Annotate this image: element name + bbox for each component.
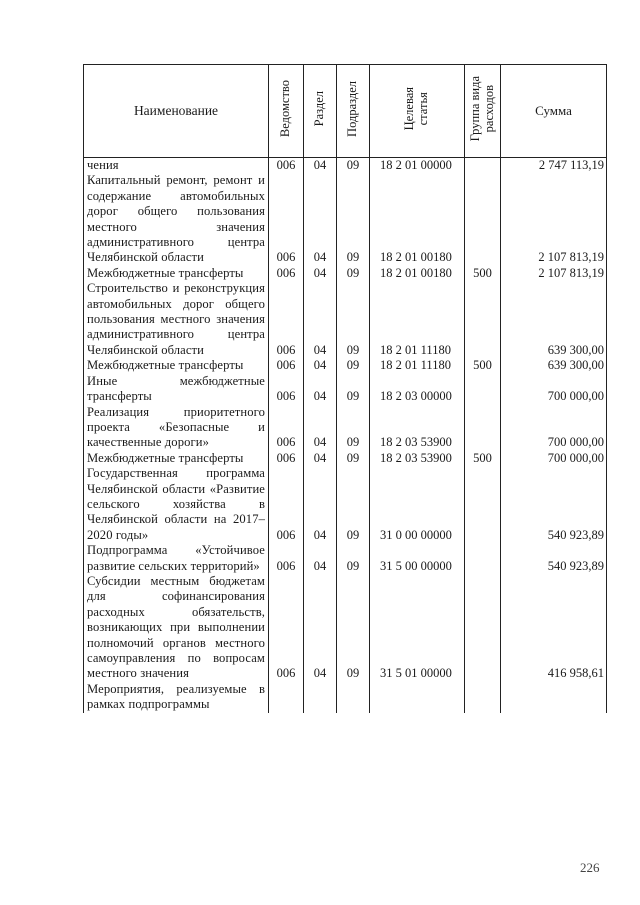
row-expense-group: 500 — [465, 358, 501, 373]
table-row — [84, 543, 607, 574]
row-name: Реализация приоритетного проекта «Безопасные и качественные дороги» — [84, 405, 269, 451]
row-amount: 2 747 113,19 — [501, 158, 607, 174]
row-amount: 700 000,00 — [501, 374, 607, 405]
table-header-row — [84, 65, 607, 158]
row-amount: 2 107 813,19 — [501, 173, 607, 265]
row-target-article: 18 2 03 53900 — [370, 451, 465, 466]
header-department-label: Ведомство — [278, 80, 293, 138]
row-amount — [501, 682, 607, 713]
header-subsection — [337, 65, 370, 158]
row-department: 006 — [269, 543, 304, 574]
row-department: 006 — [269, 451, 304, 466]
row-department: 006 — [269, 466, 304, 543]
row-target-article: 18 2 01 00180 — [370, 173, 465, 265]
row-amount: 639 300,00 — [501, 281, 607, 358]
row-amount: 2 107 813,19 — [501, 266, 607, 281]
row-target-article: 18 2 01 11180 — [370, 358, 465, 373]
row-expense-group — [465, 374, 501, 405]
header-subsection-label: Подраздел — [345, 81, 360, 137]
row-target-article — [370, 682, 465, 713]
row-target-article: 31 0 00 00000 — [370, 466, 465, 543]
row-expense-group: 500 — [465, 266, 501, 281]
row-section: 04 — [304, 173, 337, 265]
row-amount: 540 923,89 — [501, 466, 607, 543]
row-target-article: 18 2 01 00180 — [370, 266, 465, 281]
row-target-article: 18 2 03 53900 — [370, 405, 465, 451]
row-expense-group: 500 — [465, 451, 501, 466]
header-amount: Сумма — [501, 65, 607, 158]
header-expense-group — [465, 65, 501, 158]
table-row — [84, 405, 607, 451]
table-body — [84, 158, 607, 713]
row-section: 04 — [304, 543, 337, 574]
header-expense-group-label: Группа вида расходов — [467, 76, 496, 142]
row-department: 006 — [269, 358, 304, 373]
row-section: 04 — [304, 451, 337, 466]
row-subsection: 09 — [337, 158, 370, 174]
table-row — [84, 358, 607, 373]
header-section-label: Раздел — [312, 91, 327, 127]
table-row — [84, 451, 607, 466]
row-name: Государственная программа Челябинской области «Развитие сельского хозяйства в Челябинской области на 2017–2020 годы» — [84, 466, 269, 543]
row-expense-group — [465, 574, 501, 682]
row-expense-group — [465, 173, 501, 265]
row-name: Мероприятия, реализуемые в рамках подпрограммы — [84, 682, 269, 713]
row-subsection: 09 — [337, 173, 370, 265]
row-subsection: 09 — [337, 281, 370, 358]
row-name: Капитальный ремонт, ремонт и содержание автомобильных дорог общего пользования местного значения административного центра Челябинской области — [84, 173, 269, 265]
row-section: 04 — [304, 358, 337, 373]
row-expense-group — [465, 281, 501, 358]
row-section: 04 — [304, 266, 337, 281]
row-department: 006 — [269, 173, 304, 265]
table-row — [84, 266, 607, 281]
row-department — [269, 682, 304, 713]
header-department — [269, 65, 304, 158]
row-target-article: 31 5 01 00000 — [370, 574, 465, 682]
row-subsection: 09 — [337, 466, 370, 543]
row-department: 006 — [269, 405, 304, 451]
header-target-article — [370, 65, 465, 158]
row-subsection: 09 — [337, 451, 370, 466]
budget-table — [83, 64, 607, 713]
row-department: 006 — [269, 281, 304, 358]
row-section: 04 — [304, 158, 337, 174]
row-name: чения — [84, 158, 269, 174]
row-name: Межбюджетные трансферты — [84, 358, 269, 373]
row-name: Строительство и реконструкция автомобильных дорог общего пользования местного значения административного центра Челябинской области — [84, 281, 269, 358]
row-department: 006 — [269, 374, 304, 405]
table-row — [84, 374, 607, 405]
row-amount: 416 958,61 — [501, 574, 607, 682]
row-section: 04 — [304, 374, 337, 405]
row-department: 006 — [269, 158, 304, 174]
row-amount: 540 923,89 — [501, 543, 607, 574]
row-subsection: 09 — [337, 374, 370, 405]
row-amount: 700 000,00 — [501, 405, 607, 451]
row-subsection: 09 — [337, 543, 370, 574]
row-name: Подпрограмма «Устойчивое развитие сельских территорий» — [84, 543, 269, 574]
row-subsection: 09 — [337, 574, 370, 682]
row-section — [304, 682, 337, 713]
table-row — [84, 173, 607, 265]
row-name: Межбюджетные трансферты — [84, 266, 269, 281]
row-department: 006 — [269, 266, 304, 281]
table-row — [84, 574, 607, 682]
row-amount: 700 000,00 — [501, 451, 607, 466]
table-row — [84, 466, 607, 543]
table-row — [84, 682, 607, 713]
page-number: 226 — [580, 860, 600, 875]
row-section: 04 — [304, 405, 337, 451]
row-expense-group — [465, 466, 501, 543]
row-name: Иные межбюджетные трансферты — [84, 374, 269, 405]
row-amount: 639 300,00 — [501, 358, 607, 373]
row-section: 04 — [304, 574, 337, 682]
row-expense-group — [465, 158, 501, 174]
row-target-article: 18 2 01 00000 — [370, 158, 465, 174]
row-target-article: 18 2 01 11180 — [370, 281, 465, 358]
table-row — [84, 281, 607, 358]
row-expense-group — [465, 543, 501, 574]
table-row — [84, 158, 607, 174]
row-target-article: 31 5 00 00000 — [370, 543, 465, 574]
row-subsection: 09 — [337, 405, 370, 451]
row-subsection — [337, 682, 370, 713]
row-expense-group — [465, 405, 501, 451]
row-expense-group — [465, 682, 501, 713]
row-target-article: 18 2 03 00000 — [370, 374, 465, 405]
header-name: Наименование — [84, 65, 269, 158]
row-section: 04 — [304, 466, 337, 543]
row-department: 006 — [269, 574, 304, 682]
row-name: Субсидии местным бюджетам для софинансирования расходных обязательств, возникающих при выполнении полномочий органов местного самоуправления по вопросам местного значения — [84, 574, 269, 682]
row-subsection: 09 — [337, 266, 370, 281]
header-target-article-label: Целевая статья — [402, 87, 430, 131]
header-section — [304, 65, 337, 158]
row-section: 04 — [304, 281, 337, 358]
row-subsection: 09 — [337, 358, 370, 373]
row-name: Межбюджетные трансферты — [84, 451, 269, 466]
